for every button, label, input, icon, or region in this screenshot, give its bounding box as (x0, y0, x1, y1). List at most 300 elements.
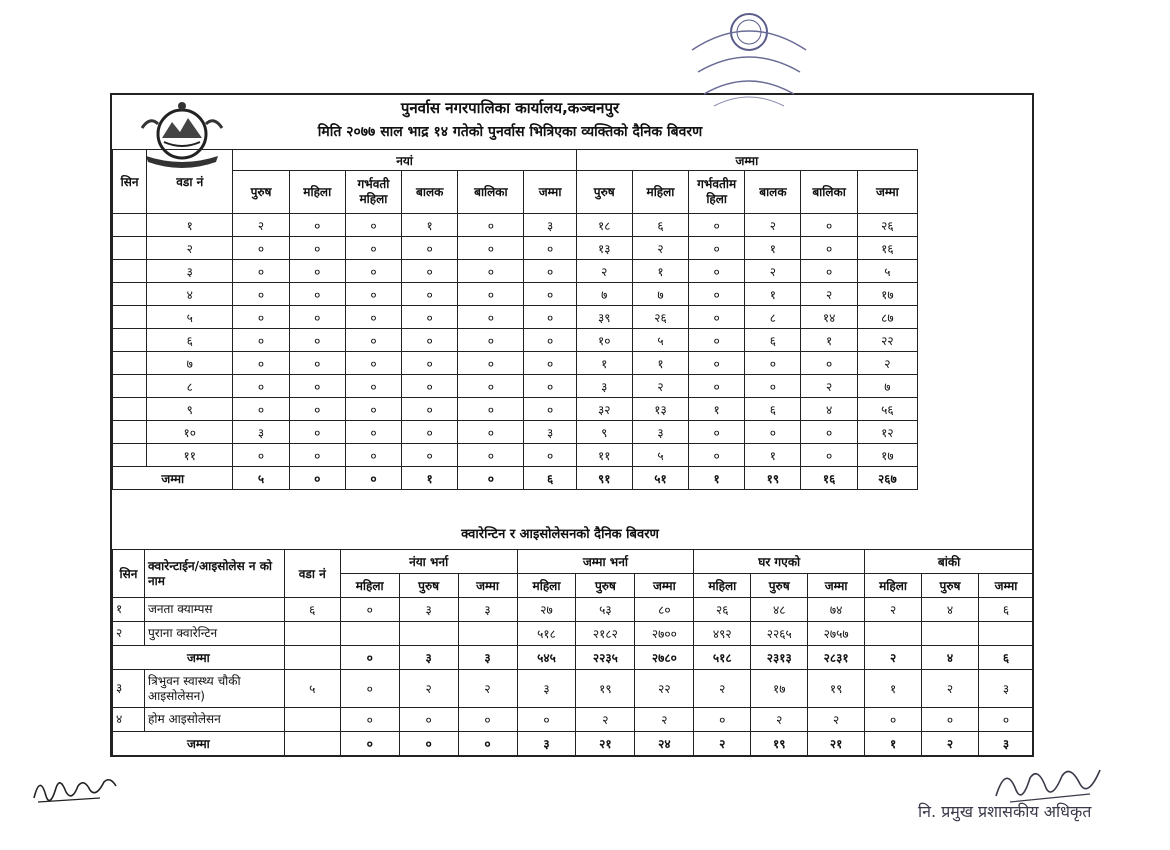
table-cell: ० (458, 444, 524, 467)
table-cell: ० (345, 283, 401, 306)
table-cell: ० (801, 421, 857, 444)
table-cell (113, 444, 147, 467)
col-header: गर्भवती महिला (345, 171, 401, 214)
table-cell: १३ (576, 237, 632, 260)
table-cell: ० (233, 375, 289, 398)
table-cell: ५ (284, 670, 340, 708)
table-cell: ० (801, 352, 857, 375)
total-cell: २ (865, 646, 922, 670)
col-header: महिला (865, 574, 922, 598)
table-cell (399, 622, 458, 646)
table-cell: ५३ (576, 598, 635, 622)
table-row (113, 598, 1034, 622)
total-cell: ५१८ (694, 646, 751, 670)
group-discharged-header: घर गएको (694, 550, 865, 574)
table-cell: २ (857, 352, 917, 375)
table-cell (922, 622, 979, 646)
table-cell: ९ (147, 398, 233, 421)
total-cell: २ (694, 732, 751, 756)
table-cell: १ (576, 352, 632, 375)
table-cell: ० (524, 260, 576, 283)
table-cell: ० (745, 352, 801, 375)
col-header: बालिका (801, 171, 857, 214)
col-header: बालिका (458, 171, 524, 214)
total-cell: १ (865, 732, 922, 756)
table-cell (284, 646, 340, 670)
col-header: पुरुष (233, 171, 289, 214)
table-cell: ० (458, 329, 524, 352)
table-cell: ० (233, 237, 289, 260)
table-row (113, 352, 918, 375)
table-cell: ० (689, 329, 745, 352)
table-cell (284, 622, 340, 646)
total-cell: १९ (751, 732, 808, 756)
table-cell: ० (233, 398, 289, 421)
table-cell: ० (402, 306, 458, 329)
total-cell: ३ (399, 646, 458, 670)
table-cell: ० (345, 421, 401, 444)
table-cell: ८ (745, 306, 801, 329)
table-cell: ० (524, 444, 576, 467)
table-cell: ० (233, 329, 289, 352)
table-cell: २७५७ (808, 622, 865, 646)
table-cell: २६ (857, 214, 917, 237)
table-cell: ० (289, 444, 345, 467)
table-cell: २ (922, 670, 979, 708)
table-cell: २ (694, 670, 751, 708)
table-cell: ० (402, 329, 458, 352)
table-cell: ७ (576, 283, 632, 306)
col-header: पुरुष (399, 574, 458, 598)
table-cell: ० (345, 329, 401, 352)
col-header: महिला (632, 171, 688, 214)
table-cell (113, 352, 147, 375)
total-cell: १ (402, 467, 458, 490)
table-cell: ० (340, 708, 399, 732)
table-cell: १ (745, 444, 801, 467)
table-cell: ३ (113, 670, 145, 708)
table-cell: २ (147, 237, 233, 260)
group-total-header: जम्मा (576, 150, 917, 171)
table-cell: ४ (147, 283, 233, 306)
table-cell: ० (340, 598, 399, 622)
table-cell: ८० (635, 598, 694, 622)
table-cell: ४ (113, 708, 145, 732)
total-row (113, 467, 918, 490)
table-cell (113, 306, 147, 329)
table-cell: ११ (576, 444, 632, 467)
table-cell: होम आइसोलेसन (144, 708, 284, 732)
table-cell: २ (399, 670, 458, 708)
table-cell: ६ (745, 329, 801, 352)
table-cell: ० (402, 283, 458, 306)
table-cell: ० (694, 708, 751, 732)
table-cell: ० (345, 398, 401, 421)
arrivals-table (112, 149, 918, 490)
col-header: पुरुष (751, 574, 808, 598)
total-row (113, 646, 1034, 670)
table-cell: ० (233, 260, 289, 283)
table-cell: २६ (632, 306, 688, 329)
office-title: पुनर्वास नगरपालिका कार्यालय,कञ्चनपुर (400, 99, 620, 117)
total-cell: ६ (524, 467, 576, 490)
table-cell: १३ (632, 398, 688, 421)
total-cell: २३१३ (751, 646, 808, 670)
table-cell (113, 421, 147, 444)
table-cell: १ (689, 398, 745, 421)
total-cell: २१ (576, 732, 635, 756)
col-header: जम्मा (978, 574, 1033, 598)
table-cell: ० (233, 306, 289, 329)
table-cell: ० (801, 237, 857, 260)
table-cell: ० (524, 306, 576, 329)
table-cell: २ (113, 622, 145, 646)
table-cell: ३ (576, 375, 632, 398)
table-row (113, 670, 1034, 708)
table-cell: १९ (576, 670, 635, 708)
table-cell (113, 214, 147, 237)
total-cell: २६७ (857, 467, 917, 490)
total-cell: ५१ (632, 467, 688, 490)
table-cell: त्रिभुवन स्वास्थ्य चौकी आइसोलेसन) (144, 670, 284, 708)
report-subtitle: मिति २०७७ साल भाद्र १४ गतेको पुनर्वास भित्रिएका व्यक्तिको दैनिक बिवरण (317, 124, 703, 140)
table-cell: ९ (576, 421, 632, 444)
table-cell: ४ (922, 598, 979, 622)
group-total-admit-header: जम्मा भर्ना (517, 550, 694, 574)
table-cell: ३ (632, 421, 688, 444)
quarantine-section-title: क्वारेन्टिन र आइसोलेसनको दैनिक बिवरण (461, 527, 659, 542)
total-cell: २ (922, 732, 979, 756)
table-cell: ० (517, 708, 576, 732)
handwritten-signature-left (30, 768, 120, 808)
table-cell: ५ (857, 260, 917, 283)
table-cell: ० (458, 398, 524, 421)
table-cell: ५१८ (517, 622, 576, 646)
table-cell: १८ (576, 214, 632, 237)
table-cell: पुराना क्वारेन्टिन (144, 622, 284, 646)
table-row (113, 306, 918, 329)
table-cell: ० (689, 237, 745, 260)
table-cell: ३ (399, 598, 458, 622)
table-cell: ० (458, 283, 524, 306)
table-cell: २ (233, 214, 289, 237)
table-cell: ० (801, 260, 857, 283)
table-cell: ० (345, 375, 401, 398)
total-cell: ० (458, 732, 517, 756)
table-cell: ० (458, 375, 524, 398)
total-cell: ६ (978, 646, 1033, 670)
total-cell: ० (289, 467, 345, 490)
table-cell: ५ (632, 444, 688, 467)
table-cell: २ (632, 375, 688, 398)
table-cell (284, 732, 340, 756)
table-cell: ० (345, 260, 401, 283)
table-cell: ० (745, 421, 801, 444)
col-ward-header: वडा नं (147, 150, 233, 214)
col-header: पुरुष (576, 171, 632, 214)
office-seal-stamp (684, 2, 814, 112)
table-cell: ० (689, 306, 745, 329)
table-row (113, 622, 1034, 646)
total-cell: २२३५ (576, 646, 635, 670)
total-cell: २४ (635, 732, 694, 756)
table-cell: २ (576, 260, 632, 283)
total-cell: ३ (458, 646, 517, 670)
table-cell: ० (233, 283, 289, 306)
table-row (113, 375, 918, 398)
table-cell: १ (113, 598, 145, 622)
table-cell: ५ (632, 329, 688, 352)
table-cell: जनता क्याम्पस (144, 598, 284, 622)
group-remaining-header: बांकी (865, 550, 1034, 574)
table-cell: २ (865, 598, 922, 622)
total-cell: ३ (517, 732, 576, 756)
table-cell: २१८२ (576, 622, 635, 646)
table-cell: ३९ (576, 306, 632, 329)
table-cell: ० (524, 352, 576, 375)
table-cell: ० (289, 421, 345, 444)
col-sn-header: सिन (113, 150, 147, 214)
table-cell: १२ (857, 421, 917, 444)
table-cell: ६ (632, 214, 688, 237)
col-header: जम्मा (857, 171, 917, 214)
table-cell (113, 283, 147, 306)
table-cell: ४८ (751, 598, 808, 622)
table-cell: ० (402, 260, 458, 283)
total-cell: १ (689, 467, 745, 490)
table-cell: ३ (147, 260, 233, 283)
quarantine-table (112, 549, 1034, 756)
table-cell: ० (233, 352, 289, 375)
table-cell: ० (345, 237, 401, 260)
table-cell: २६ (694, 598, 751, 622)
group-new-header: नयां (233, 150, 576, 171)
total-label: जम्मा (113, 646, 285, 670)
table-cell: ३ (233, 421, 289, 444)
table-cell: १ (801, 329, 857, 352)
table-cell: १६ (857, 237, 917, 260)
col-header: महिला (517, 574, 576, 598)
table-cell: ० (289, 375, 345, 398)
total-cell: ५४५ (517, 646, 576, 670)
table-cell: ० (458, 352, 524, 375)
table-cell: ० (458, 306, 524, 329)
table-cell: ३ (978, 670, 1033, 708)
table-cell: २ (745, 260, 801, 283)
table-cell: ० (289, 214, 345, 237)
table-cell: १ (745, 283, 801, 306)
table-cell: १ (745, 237, 801, 260)
table-cell: २ (801, 375, 857, 398)
table-cell: ० (689, 214, 745, 237)
table-cell (113, 375, 147, 398)
table-cell: २२ (857, 329, 917, 352)
table-cell: ० (289, 237, 345, 260)
table-cell: ० (745, 375, 801, 398)
col-header: जम्मा (524, 171, 576, 214)
table-cell: ० (689, 260, 745, 283)
table-cell: ० (340, 670, 399, 708)
table-cell: २ (808, 708, 865, 732)
table-cell: ० (345, 214, 401, 237)
table-row (113, 214, 918, 237)
table-cell: ० (524, 375, 576, 398)
table-cell: २ (458, 670, 517, 708)
table-row (113, 421, 918, 444)
table-cell: ७ (632, 283, 688, 306)
table-cell: २ (576, 708, 635, 732)
table-cell: ० (399, 708, 458, 732)
table-cell (284, 708, 340, 732)
col-name-header: क्वारेन्टाईन/आइसोलेस न को नाम (144, 550, 284, 598)
table-cell: ० (801, 214, 857, 237)
group-new-admit-header: नंया भर्ना (340, 550, 517, 574)
table-cell: १९ (808, 670, 865, 708)
table-cell: २ (635, 708, 694, 732)
col-header: जम्मा (808, 574, 865, 598)
table-cell: ३ (517, 670, 576, 708)
table-cell: २ (632, 237, 688, 260)
table-cell: ० (402, 398, 458, 421)
officer-designation: नि. प्रमुख प्रशासकीय अधिकृत (918, 802, 1092, 821)
col-header: महिला (340, 574, 399, 598)
total-cell: १६ (801, 467, 857, 490)
table-cell: ० (289, 352, 345, 375)
table-cell: ३ (524, 421, 576, 444)
table-cell (113, 398, 147, 421)
table-cell: १७ (857, 444, 917, 467)
total-label: जम्मा (113, 467, 233, 490)
table-cell: १० (147, 421, 233, 444)
total-cell: ९१ (576, 467, 632, 490)
table-cell: ० (458, 214, 524, 237)
col-header: पुरुष (576, 574, 635, 598)
table-cell: २२६५ (751, 622, 808, 646)
table-cell: ० (524, 329, 576, 352)
table-cell: ७ (147, 352, 233, 375)
table-cell: ३ (524, 214, 576, 237)
table-cell: ० (801, 444, 857, 467)
table-cell: १ (402, 214, 458, 237)
total-cell: ४ (922, 646, 979, 670)
table-cell: ० (458, 237, 524, 260)
table-cell: १० (576, 329, 632, 352)
table-cell: ४ (801, 398, 857, 421)
total-cell: ० (340, 646, 399, 670)
table-cell: १७ (751, 670, 808, 708)
table-cell (113, 260, 147, 283)
total-cell: ३ (978, 732, 1033, 756)
col-ward-header: वडा नं (284, 550, 340, 598)
table-cell (340, 622, 399, 646)
table-cell: ५ (147, 306, 233, 329)
table-cell: ० (345, 444, 401, 467)
table-cell: १७ (857, 283, 917, 306)
table-cell: ० (689, 352, 745, 375)
table-cell (113, 329, 147, 352)
table-cell: ० (402, 375, 458, 398)
table-cell: २७०० (635, 622, 694, 646)
table-cell: १४ (801, 306, 857, 329)
total-cell: ० (340, 732, 399, 756)
table-row (113, 237, 918, 260)
table-cell: ० (458, 421, 524, 444)
col-header: पुरुष (922, 574, 979, 598)
table-cell: २ (745, 214, 801, 237)
table-cell: ० (524, 283, 576, 306)
table-cell: ० (689, 283, 745, 306)
total-cell: २१ (808, 732, 865, 756)
col-sn-header: सिन (113, 550, 145, 598)
table-cell: ८ (147, 375, 233, 398)
table-cell: ६ (147, 329, 233, 352)
col-header: महिला (694, 574, 751, 598)
table-cell (865, 622, 922, 646)
table-cell: ० (524, 398, 576, 421)
col-header: बालक (402, 171, 458, 214)
total-cell: ० (458, 467, 524, 490)
table-cell: १ (865, 670, 922, 708)
table-cell: ० (865, 708, 922, 732)
table-cell: ७४ (808, 598, 865, 622)
table-cell: ० (289, 283, 345, 306)
table-cell (113, 237, 147, 260)
table-cell: १ (632, 260, 688, 283)
table-row (113, 260, 918, 283)
table-cell: ० (402, 237, 458, 260)
table-cell: २७ (517, 598, 576, 622)
table-cell: ६ (284, 598, 340, 622)
table-cell: २ (801, 283, 857, 306)
table-cell: ० (458, 708, 517, 732)
total-cell: ० (345, 467, 401, 490)
table-cell: ११ (147, 444, 233, 467)
table-cell: ० (402, 352, 458, 375)
col-header: गर्भवतीम हिला (689, 171, 745, 214)
table-cell: ५६ (857, 398, 917, 421)
table-cell: ० (289, 329, 345, 352)
table-cell: ० (289, 306, 345, 329)
table-cell: ६ (745, 398, 801, 421)
col-header: बालक (745, 171, 801, 214)
total-row (113, 732, 1034, 756)
col-header: जम्मा (635, 574, 694, 598)
table-cell: ० (289, 398, 345, 421)
table-cell: १ (147, 214, 233, 237)
table-row (113, 444, 918, 467)
table-cell (978, 622, 1033, 646)
table-cell (458, 622, 517, 646)
total-cell: १९ (745, 467, 801, 490)
table-row (113, 329, 918, 352)
table-row (113, 708, 1034, 732)
total-label: जम्मा (113, 732, 285, 756)
table-cell: ० (458, 260, 524, 283)
table-cell: ० (978, 708, 1033, 732)
total-cell: ० (399, 732, 458, 756)
col-header: महिला (289, 171, 345, 214)
table-cell: ० (345, 306, 401, 329)
table-cell: २ (751, 708, 808, 732)
table-cell: ६ (978, 598, 1033, 622)
table-cell: ० (233, 444, 289, 467)
table-cell: ० (689, 375, 745, 398)
table-cell: ० (402, 421, 458, 444)
table-cell: ० (922, 708, 979, 732)
table-cell: ० (402, 444, 458, 467)
table-cell: १ (632, 352, 688, 375)
table-cell: ४९२ (694, 622, 751, 646)
